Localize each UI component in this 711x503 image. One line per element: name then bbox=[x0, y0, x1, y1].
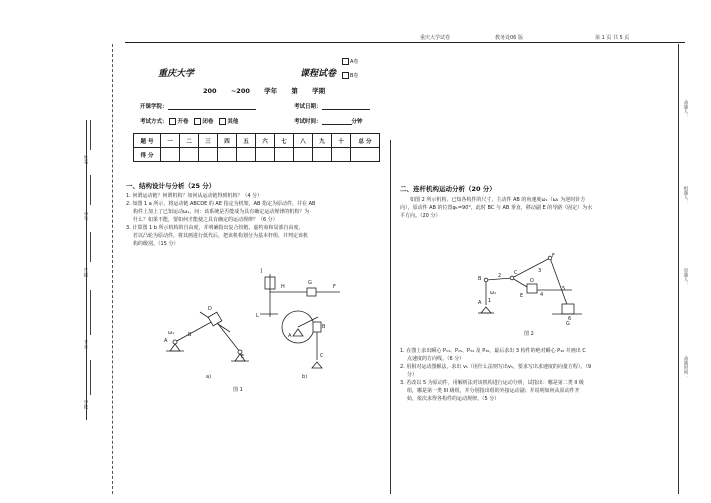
svg-text:4: 4 bbox=[540, 292, 544, 298]
svg-text:H: H bbox=[281, 284, 285, 290]
s2-q3-line: 组，哪是第一类 III 级组，并分别指出组的外接运动副；并说明如何从原动件开 bbox=[407, 388, 580, 394]
checkbox-a[interactable] bbox=[342, 58, 349, 65]
score-table-header bbox=[134, 134, 380, 148]
right-note-time: 命题时间： bbox=[683, 356, 688, 379]
score-row-label: 得 分 bbox=[134, 148, 161, 162]
academic-year-line bbox=[203, 86, 337, 95]
year-word: 学年 bbox=[264, 87, 278, 95]
q2-line: 构件上加上了已知运动ω₁，问：该系统是否能成为具有确定运动规律的机构？为 bbox=[133, 209, 310, 215]
college-input[interactable] bbox=[168, 103, 256, 110]
svg-text:A: A bbox=[478, 300, 482, 306]
svg-text:A: A bbox=[164, 338, 168, 344]
binding-rule-inner bbox=[112, 44, 113, 494]
s2-q3-line: 始，依次求得各构件的运动规律。（5 分） bbox=[407, 396, 500, 402]
svg-text:6: 6 bbox=[568, 316, 572, 322]
s2-q1-line: 1. 在图上求出瞬心 P₁₃、P₁₅、P₃₄ 及 P₃₆，最后求出 3 构件的绝对瞬心 P₃₆ 并画出 C bbox=[400, 348, 586, 354]
option-b bbox=[342, 72, 358, 79]
score-cell[interactable] bbox=[161, 148, 180, 162]
term-prefix: 第 bbox=[291, 87, 298, 95]
q1-line: 1. 何谓运动链？何谓机构？如何从运动链得到机构？（4 分） bbox=[126, 193, 263, 199]
q3-line: 3. 计算图 1 b 所示机构的自由度，并明确指出复合铰链、虚约束和局部自由度， bbox=[126, 225, 304, 231]
option-a-label: A卷 bbox=[350, 59, 359, 65]
header-center: 教务处06 版 bbox=[495, 35, 523, 41]
svg-text:G: G bbox=[308, 280, 312, 286]
fig1a-label: a) bbox=[206, 374, 212, 380]
svg-text:1: 1 bbox=[488, 298, 492, 304]
school-title: 重庆大学 bbox=[158, 69, 195, 79]
section2-intro bbox=[400, 196, 670, 220]
svg-text:L: L bbox=[256, 313, 259, 319]
s2-q3-line: 3. 若改以 5 为原动件，用解析法对该机构进行运动分析，试指出：哪是第二类 II 级 bbox=[400, 380, 584, 386]
score-head-cell: 九 bbox=[313, 134, 332, 148]
open-label: 开卷 bbox=[177, 119, 189, 125]
svg-text:B: B bbox=[322, 324, 326, 330]
svg-text:D: D bbox=[530, 278, 534, 284]
intro-line: 平方向。（20 分） bbox=[400, 213, 441, 219]
score-cell[interactable] bbox=[294, 148, 313, 162]
right-note-reviewer: 审题人： bbox=[683, 268, 688, 286]
svg-text:F: F bbox=[552, 253, 555, 259]
section1-title: 一、结构设计与分析（25 分） bbox=[126, 182, 216, 190]
score-cell[interactable] bbox=[180, 148, 199, 162]
margin-underline-2 bbox=[90, 175, 91, 205]
checkbox-open[interactable] bbox=[169, 118, 176, 125]
svg-text:E: E bbox=[241, 354, 245, 360]
option-b-label: B卷 bbox=[350, 73, 359, 79]
college-field bbox=[140, 102, 256, 110]
fig1-caption: 图 1 bbox=[233, 387, 243, 393]
exam-method-field bbox=[140, 117, 238, 125]
score-cell[interactable] bbox=[275, 148, 294, 162]
exam-date-label: 考试日期： bbox=[294, 104, 322, 110]
score-head-cell: 四 bbox=[218, 134, 237, 148]
svg-text:B: B bbox=[188, 332, 192, 338]
svg-text:5: 5 bbox=[562, 286, 566, 292]
margin-label-name: 姓名 bbox=[83, 155, 88, 164]
score-head-cell: 六 bbox=[256, 134, 275, 148]
right-note-proposer: 命题人： bbox=[683, 100, 688, 118]
duration-label: 考试时间： bbox=[294, 119, 322, 125]
section2-title: 二、连杆机构运动分析（20 分） bbox=[400, 185, 496, 193]
q2-line: 什么？如果不能，要如何才能使之具有确定的运动规律？（6 分） bbox=[133, 217, 278, 223]
header-right: 第 1 页 共 5 页 bbox=[595, 35, 630, 41]
svg-text:E: E bbox=[520, 293, 524, 299]
svg-text:ω₁: ω₁ bbox=[490, 290, 497, 296]
figure1 bbox=[150, 262, 350, 397]
year-start: 200 bbox=[203, 87, 217, 95]
duration-field bbox=[294, 117, 363, 125]
score-cell[interactable] bbox=[313, 148, 332, 162]
q3-line: 构的级别。（15 分） bbox=[133, 241, 179, 247]
intro-line: 向），原动件 AB 的位置φ₁=90°，此时 BC 与 AB 垂直，移动副 E 的导路（固定）为水 bbox=[400, 205, 593, 211]
score-head-cell: 五 bbox=[237, 134, 256, 148]
section1-questions bbox=[126, 192, 386, 248]
checkbox-closed[interactable] bbox=[194, 118, 201, 125]
margin-underline-4 bbox=[90, 290, 91, 335]
option-a bbox=[342, 58, 358, 65]
svg-text:F: F bbox=[333, 284, 336, 290]
exam-date-field bbox=[294, 102, 370, 110]
score-head-cell: 三 bbox=[199, 134, 218, 148]
svg-text:D: D bbox=[208, 306, 212, 312]
svg-text:2: 2 bbox=[498, 273, 502, 279]
section2-questions bbox=[400, 347, 675, 403]
term-word: 学期 bbox=[312, 87, 326, 95]
exam-method-label: 考试方式： bbox=[140, 119, 168, 125]
minutes-label: 分钟 bbox=[351, 119, 363, 125]
svg-text:C: C bbox=[320, 353, 324, 359]
svg-text:C: C bbox=[514, 270, 518, 276]
margin-label-grade: 年级 bbox=[83, 268, 88, 277]
fig2-caption: 图 2 bbox=[524, 331, 534, 337]
score-cell[interactable] bbox=[332, 148, 351, 162]
score-head-cell: 总 分 bbox=[351, 134, 380, 148]
score-cell[interactable] bbox=[237, 148, 256, 162]
exam-date-input[interactable] bbox=[322, 103, 370, 110]
margin-underline-3 bbox=[90, 232, 91, 262]
checkbox-other[interactable] bbox=[219, 118, 226, 125]
score-table-row bbox=[134, 148, 380, 162]
fig1b-label: b) bbox=[302, 374, 308, 380]
other-label: 其他 bbox=[227, 119, 239, 125]
s2-q2-line: 2. 用相对运动图解法，求出 v₅（用什么法则写出v₅，要求写出求速度的向量方程）。（9 bbox=[400, 364, 592, 370]
checkbox-b[interactable] bbox=[342, 72, 349, 79]
right-rule bbox=[678, 44, 679, 494]
column-divider bbox=[390, 140, 391, 494]
score-table bbox=[133, 133, 380, 162]
score-cell[interactable] bbox=[351, 148, 380, 162]
margin-underline-5 bbox=[90, 360, 91, 395]
margin-label-college: 学院 bbox=[83, 400, 88, 409]
score-head-cell: 十 bbox=[332, 134, 351, 148]
figure2 bbox=[472, 250, 592, 330]
svg-text:A: A bbox=[288, 333, 292, 339]
score-head-cell: 八 bbox=[294, 134, 313, 148]
margin-label-id: 学号 bbox=[83, 212, 88, 221]
header-rule bbox=[125, 42, 685, 43]
s2-q1-line: 点速度的方向线。（6 分） bbox=[407, 356, 465, 362]
score-head-cell: 七 bbox=[275, 134, 294, 148]
score-head-cell: 一 bbox=[161, 134, 180, 148]
college-label: 开课学院： bbox=[140, 104, 168, 110]
score-cell[interactable] bbox=[218, 148, 237, 162]
score-cell[interactable] bbox=[256, 148, 275, 162]
header-left: 重庆大学试卷 bbox=[420, 35, 451, 41]
q3-line: 若以凸轮为原动件，将其画进行低代后，把该机构划分为基本杆组，并判定该机 bbox=[133, 233, 309, 239]
intro-line: 如图 2 所示机构，已知各构件的尺寸，主动件 AB 的角速度ω₁（ω₁ 为逆时针方 bbox=[410, 197, 586, 203]
svg-text:J: J bbox=[261, 268, 263, 274]
year-end: ~200 bbox=[230, 87, 250, 95]
score-head-cell: 二 bbox=[180, 134, 199, 148]
svg-text:3: 3 bbox=[538, 268, 542, 274]
svg-text:ω₁: ω₁ bbox=[168, 330, 175, 336]
exam-title: 课程试卷 bbox=[300, 69, 337, 79]
svg-text:B: B bbox=[478, 276, 482, 282]
q2-line: 2. 如图 1 a 所示，将运动链 ABCDE 的 AE 指定为机架，AB 指定为原动件，并在 AB bbox=[126, 201, 316, 207]
right-note-compiler: 组题人： bbox=[683, 186, 688, 204]
margin-underline-1 bbox=[90, 120, 91, 150]
score-cell[interactable] bbox=[199, 148, 218, 162]
closed-label: 闭卷 bbox=[202, 119, 214, 125]
margin-label-major: 专业 bbox=[83, 340, 88, 349]
score-head-cell: 题 号 bbox=[134, 134, 161, 148]
duration-input[interactable] bbox=[322, 118, 352, 125]
s2-q2-line: 分） bbox=[407, 372, 418, 378]
svg-text:G: G bbox=[566, 321, 570, 327]
